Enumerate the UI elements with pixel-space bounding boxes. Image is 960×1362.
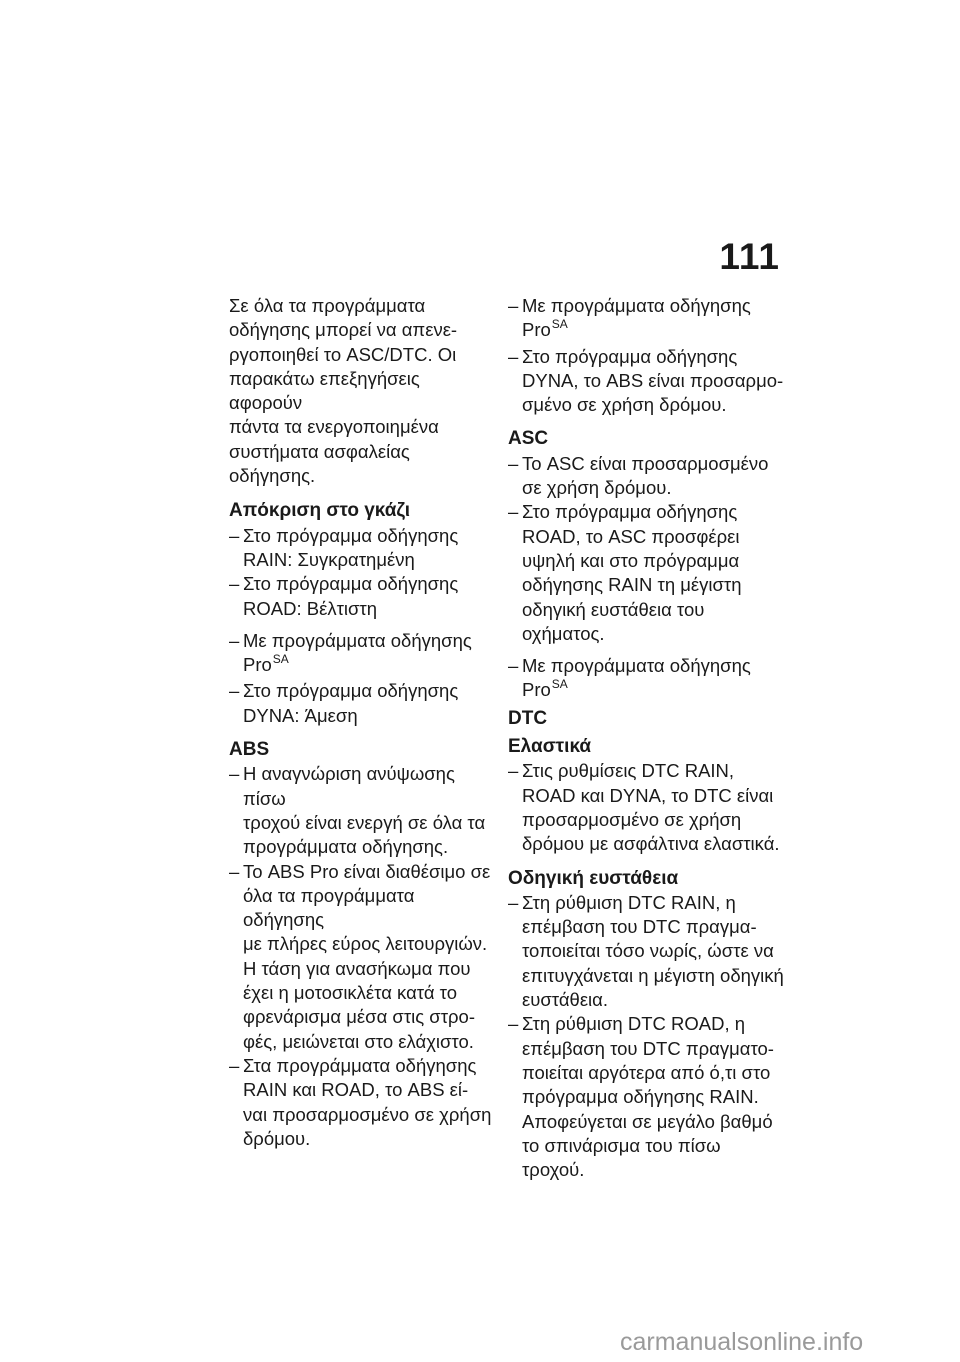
sa-superscript: SA <box>551 677 568 692</box>
dash: – <box>229 763 240 785</box>
text-line: Στη ρύθμιση DTC ROAD, η <box>522 1013 746 1035</box>
dash: – <box>229 860 240 882</box>
list-item-dyna <box>508 345 784 418</box>
list-item-pro <box>508 294 784 345</box>
text-line: οδήγησης μπορεί να απενε- <box>229 319 458 341</box>
dash: – <box>508 655 519 677</box>
text-line: επιτυγχάνεται η μέγιστη οδηγική <box>522 964 784 986</box>
dash: – <box>508 345 519 367</box>
text-line: σμένο σε χρήση δρόμου. <box>522 394 727 416</box>
watermark: carmanualsonline.info <box>620 1328 864 1356</box>
list-item <box>229 762 497 859</box>
text-line: Στα προγράμματα οδήγησης <box>243 1054 477 1076</box>
asc-list <box>508 452 784 646</box>
list-item-pro-line <box>522 318 784 344</box>
text-line: όλα τα προγράμματα οδήγησης <box>243 884 415 931</box>
pro-label: Pro <box>522 679 551 701</box>
text-line: οχήματος. <box>522 622 605 644</box>
dash: – <box>508 1013 519 1035</box>
dash: – <box>229 680 240 702</box>
abs-list <box>229 762 497 1151</box>
list-item-text: Με προγράμματα οδήγησης <box>522 295 751 316</box>
text-line: ποιείται αργότερα από ό,τι στο <box>522 1061 771 1083</box>
list-item-text: Με προγράμματα οδήγησης <box>243 629 472 651</box>
text-line: Η τάση για ανασήκωμα που <box>243 957 471 979</box>
list-item <box>229 524 497 573</box>
text-line: έχει η μοτοσικλέτα κατά το <box>243 982 457 1004</box>
page-number: 111 <box>719 236 780 277</box>
sa-superscript: SA <box>272 652 289 667</box>
text-line: ROAD: Βέλτιστη <box>243 597 377 619</box>
list-item-pro-line <box>243 653 497 679</box>
text-line: τροχού είναι ενεργή σε όλα τα <box>243 811 486 833</box>
text-line: DYNA, το ABS είναι προσαρμο- <box>522 369 784 391</box>
list-item-text <box>522 345 784 418</box>
text-line: δρόμου με ασφάλτινα ελαστικά. <box>522 833 780 855</box>
list-item-pro <box>508 654 784 705</box>
text-line: παρακάτω επεξηγήσεις αφορούν <box>229 367 420 414</box>
list-item <box>508 452 784 501</box>
text-line: οδηγική ευστάθεια του <box>522 598 705 620</box>
pro-label: Pro <box>522 319 551 341</box>
list-item <box>229 1054 497 1151</box>
text-line: RAIN: Συγκρατημένη <box>243 548 415 570</box>
text-line: ναι προσαρμοσμένο σε χρήση <box>243 1103 492 1125</box>
text-line: φές, μειώνεται στο ελάχιστο. <box>243 1030 474 1052</box>
text-line: προγράμματα οδήγησης. <box>243 836 449 858</box>
dash: – <box>508 891 519 913</box>
dash: – <box>229 629 240 651</box>
sa-superscript: SA <box>551 317 568 332</box>
dash: – <box>508 501 519 523</box>
text-line: με πλήρες εύρος λειτουργιών. <box>243 933 488 955</box>
text-line: σε χρήση δρόμου. <box>522 477 672 499</box>
list-item <box>508 1012 784 1182</box>
text-line: υψηλή και στο πρόγραμμα <box>522 549 740 571</box>
text-line: DYNA: Άμεση <box>243 704 358 726</box>
dash: – <box>508 760 519 782</box>
text-line: ROAD και DYNA, το DTC είναι <box>522 784 774 806</box>
response-list <box>229 524 497 621</box>
right-column <box>508 294 784 1182</box>
dash: – <box>229 573 240 595</box>
left-column <box>229 294 497 1151</box>
list-item-pro <box>229 629 497 680</box>
text-line: πρόγραμμα οδήγησης RAIN. <box>522 1086 759 1108</box>
text-line: Στο πρόγραμμα οδήγησης <box>522 501 738 523</box>
list-item-text: Με προγράμματα οδήγησης <box>522 655 751 677</box>
text-line: φρενάρισμα μέσα στις στρο- <box>243 1006 476 1028</box>
text-line: Σε όλα τα προγράμματα <box>229 295 426 316</box>
text-line: επέμβαση του DTC πραγματο- <box>522 1037 774 1059</box>
list-item-pro-line <box>522 678 784 704</box>
dash: – <box>508 295 519 316</box>
heading-dtc: DTC <box>508 707 548 729</box>
text-line: RAIN και ROAD, το ABS εί- <box>243 1079 469 1101</box>
list-item <box>508 891 784 1012</box>
dash: – <box>229 524 240 546</box>
text-line: Στο πρόγραμμα οδήγησης <box>243 524 459 546</box>
text-line: Αποφεύγεται σε μεγάλο βαθμό <box>522 1110 773 1132</box>
text-line: προσαρμοσμένο σε χρήση <box>522 808 742 830</box>
text-line: επέμβαση του DTC πραγμα- <box>522 916 757 938</box>
list-item-tyres <box>508 759 784 856</box>
dash: – <box>229 1054 240 1076</box>
text-line: Η αναγνώριση ανύψωσης πίσω <box>243 763 455 809</box>
list-item <box>508 500 784 646</box>
heading-throttle-response: Απόκριση στο γκάζι <box>229 500 411 522</box>
text-line: Το ABS Pro είναι διαθέσιμο σε <box>243 860 491 882</box>
text-line: συστήματα ασφαλείας οδήγησης. <box>229 440 410 487</box>
text-line: ευστάθεια. <box>522 989 609 1011</box>
intro-paragraph <box>229 294 497 488</box>
list-item-text <box>522 759 784 856</box>
list-item-dyna <box>229 679 497 728</box>
text-line: Στη ρύθμιση DTC RAIN, η <box>522 891 736 913</box>
list-item <box>229 860 497 1054</box>
text-line: δρόμου. <box>243 1127 311 1149</box>
text-line: Στο πρόγραμμα οδήγησης <box>243 680 459 702</box>
stability-list <box>508 891 784 1183</box>
text-line: ROAD, το ASC προσφέρει <box>522 525 740 547</box>
heading-asc: ASC <box>508 428 549 450</box>
list-item <box>229 572 497 621</box>
list-item-text <box>243 679 497 728</box>
pro-label: Pro <box>243 654 272 676</box>
text-line: ργοποιηθεί το ASC/DTC. Οι <box>229 343 457 365</box>
text-line: πάντα τα ενεργοποιημένα <box>229 416 439 438</box>
text-line: Στις ρυθμίσεις DTC RAIN, <box>522 760 735 782</box>
heading-abs: ABS <box>229 739 270 761</box>
text-line: τοποιείται τόσο νωρίς, ώστε να <box>522 940 774 962</box>
heading-stability: Οδηγική ευστάθεια <box>508 867 679 889</box>
text-line: Το ASC είναι προσαρμοσμένο <box>522 452 769 474</box>
dash: – <box>508 452 519 474</box>
text-line: Στο πρόγραμμα οδήγησης <box>243 573 459 595</box>
text-line: το σπινάρισμα του πίσω τροχού. <box>522 1134 721 1181</box>
text-line: οδήγησης RAIN τη μέγιστη <box>522 574 742 596</box>
text-line: Στο πρόγραμμα οδήγησης <box>522 345 738 367</box>
heading-tyres: Ελαστικά <box>508 736 592 758</box>
